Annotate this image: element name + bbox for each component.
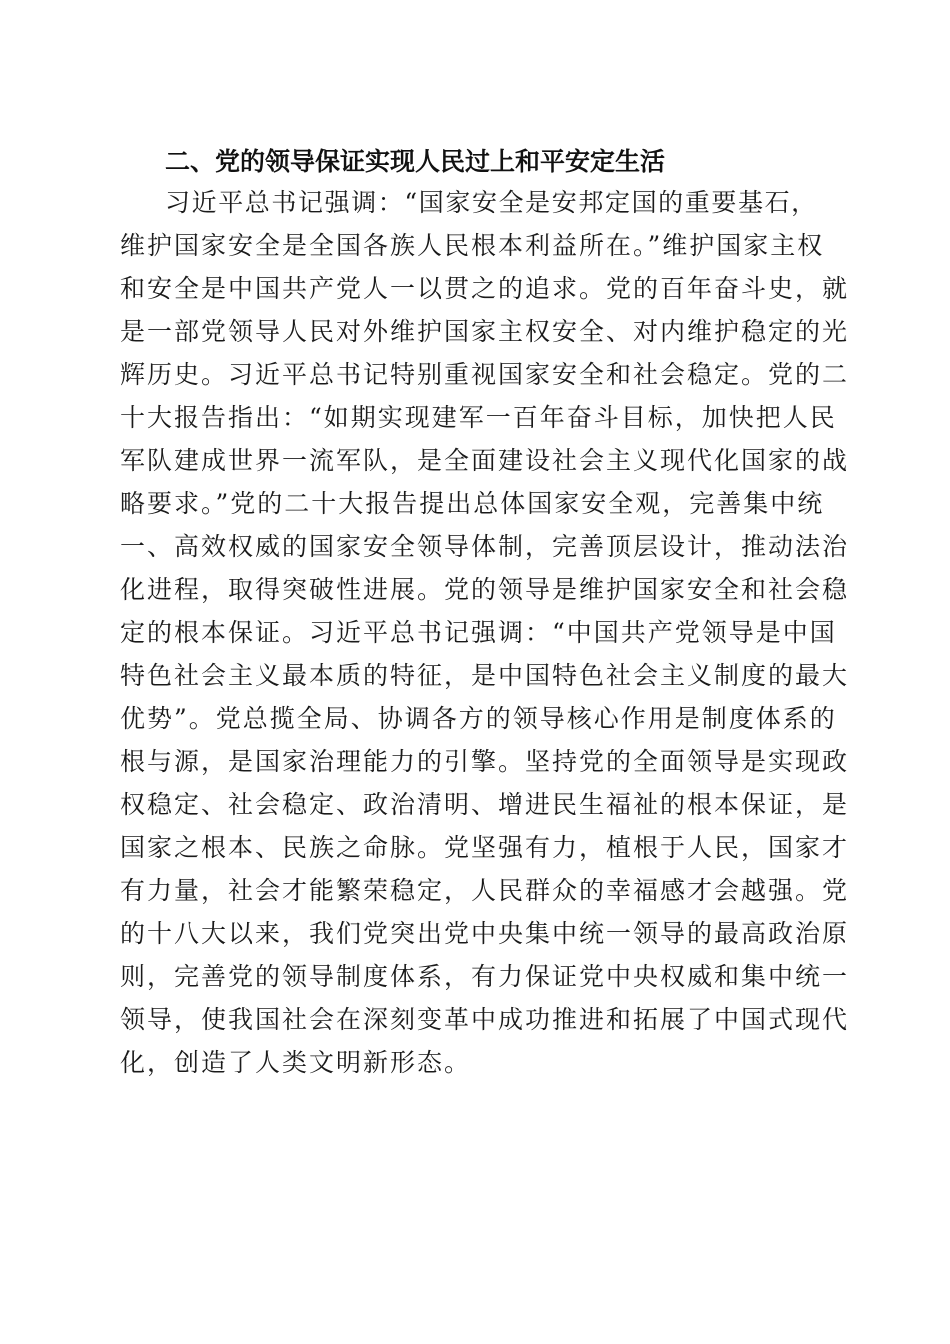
- paragraph-line: 领导，使我国社会在深刻变革中成功推进和拓展了中国式现代: [120, 1005, 850, 1034]
- paragraph-line: 根与源，是国家治理能力的引擎。坚持党的全面领导是实现政: [120, 747, 850, 776]
- paragraph-line: 维护国家安全是全国各族人民根本利益所在。”维护国家主权: [120, 231, 825, 260]
- paragraph-line: 特色社会主义最本质的特征，是中国特色社会主义制度的最大: [120, 661, 850, 690]
- paragraph-line: 和安全是中国共产党人一以贯之的追求。党的百年奋斗史，就: [120, 274, 850, 303]
- paragraph-line: 辉历史。习近平总书记特别重视国家安全和社会稳定。党的二: [120, 360, 850, 389]
- paragraph-line: 则，完善党的领导制度体系，有力保证党中央权威和集中统一: [120, 962, 850, 991]
- paragraph-line: 有力量，社会才能繁荣稳定，人民群众的幸福感才会越强。党: [120, 876, 850, 905]
- paragraph-line: 化进程，取得突破性进展。党的领导是维护国家安全和社会稳: [120, 575, 850, 604]
- paragraph-line: 军队建成世界一流军队，是全面建设社会主义现代化国家的战: [120, 446, 850, 475]
- paragraph-line: 的十八大以来，我们党突出党中央集中统一领导的最高政治原: [120, 919, 850, 948]
- paragraph-line: 定的根本保证。习近平总书记强调：“中国共产党领导是中国: [120, 618, 837, 647]
- paragraph-line: 略要求。”党的二十大报告提出总体国家安全观，完善集中统: [120, 489, 825, 518]
- paragraph-line: 十大报告指出：“如期实现建军一百年奋斗目标，加快把人民: [120, 403, 837, 432]
- paragraph-line: 优势”。党总揽全局、协调各方的领导核心作用是制度体系的: [120, 704, 837, 733]
- paragraph-line: 国家之根本、民族之命脉。党坚强有力，植根于人民，国家才: [120, 833, 850, 862]
- paragraph-line: 习近平总书记强调：“国家安全是安邦定国的重要基石，: [165, 188, 818, 217]
- paragraph-line: 权稳定、社会稳定、政治清明、增进民生福祉的根本保证，是: [120, 790, 850, 819]
- section-heading: 二、党的领导保证实现人民过上和平安定生活: [165, 147, 666, 176]
- paragraph-line: 是一部党领导人民对外维护国家主权安全、对内维护稳定的光: [120, 317, 850, 346]
- paragraph-line: 化，创造了人类文明新形态。: [120, 1048, 472, 1077]
- paragraph-line: 一、高效权威的国家安全领导体制，完善顶层设计，推动法治: [120, 532, 850, 561]
